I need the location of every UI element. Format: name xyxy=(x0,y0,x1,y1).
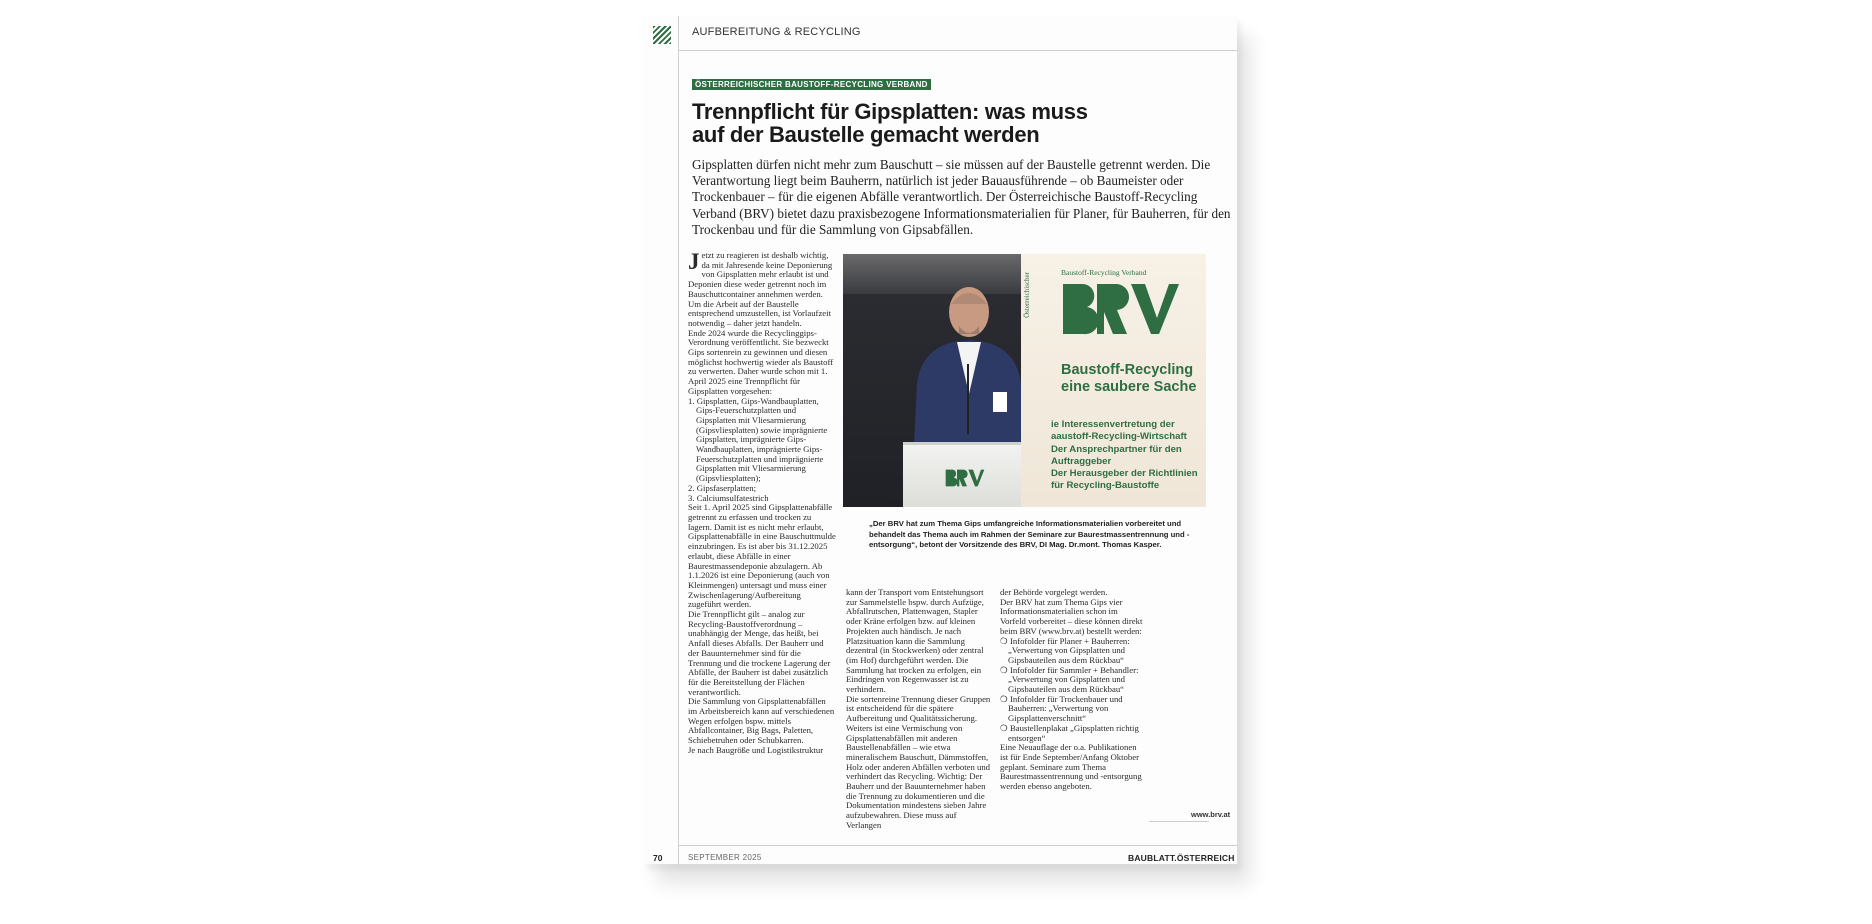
banner-vertical-text: Österreichischer xyxy=(1023,272,1031,318)
header-divider xyxy=(678,50,1237,51)
paragraph-text: etzt zu reagieren ist deshalb wichtig, da mit Jahresende keine Deponierung von Gipsplatten mehr erlaubt ist und Deponien diese weder getrennt noch im Bauschuttcontainer annehmen werden. Um die Arbeit auf der Baustelle entsprechend umzustellen, ist Vorlaufzeit notwendig – daher jetzt handeln. xyxy=(688,250,833,328)
list-item: 2. Gipsfaserplatten; xyxy=(688,482,757,493)
claim-line: für Recycling-Baustoffe xyxy=(1051,480,1160,492)
paragraph: Je nach Baugröße und Logistikstruktur xyxy=(688,744,824,755)
paragraph: Eine Neuauflage der o.a. Publikationen ist für Ende September/Anfang Oktober geplant. Seminare zum Thema Baurestmassentrennung und -entsorgung werden ebenso angeboten. xyxy=(1000,742,1142,792)
claim-line: Auftraggeber xyxy=(1051,455,1112,467)
website-link[interactable]: www.brv.at xyxy=(1191,810,1231,819)
bullet-item: ❍ Infofolder für Sammler + Behandler: „Verwertung von Gipsplatten und Gipsbauteilen aus dem Rückbau“ xyxy=(1000,664,1139,695)
paragraph: Ende 2024 wurde die Recyclinggips-Verordnung veröffentlicht. Sie bezweckt Gips sortenrein zu gewinnen und diesen möglichst hochwertig wieder als Baustoff zu verwerten. Daher wurde schon mit 1. April 2025 eine Trennpflicht für Gipsplatten vorgesehen: xyxy=(688,327,834,396)
section-hatch-icon xyxy=(653,26,671,44)
paragraph: der Behörde vorgelegt werden. xyxy=(1000,587,1108,597)
headline-line-2: auf der Baustelle gemacht werden xyxy=(692,122,1040,147)
organization-tag: ÖSTERREICHISCHER BAUSTOFF-RECYCLING VERBAND xyxy=(692,79,931,90)
paragraph: Die sortenreine Trennung dieser Gruppen ist entscheidend für die spätere Aufbereitung und Qualitätssicherung. Weiters ist eine Vermischung von Gipsplattenabfällen mit anderen Baustellenabfällen – wie etwa mineralischem Bauschutt, Dämmstoffen, Holz oder anderen Abfällen verboten und verhindert das Recycling. Wichtig: Der Bauherr und der Bauunternehmer haben die Trennung zu dokumentieren und die Dokumentation mindestens sieben Jahre aufzubewahren. Diese muss auf Verlangen xyxy=(846,693,991,830)
slogan-line-1: Baustoff-Recycling xyxy=(1061,362,1194,378)
slogan-line-2: eine saubere Sache xyxy=(1061,379,1197,395)
article-lead: Gipsplatten dürfen nicht mehr zum Bauschutt – sie müssen auf der Baustelle getrennt werden. Die Verantwortung liegt beim Bauherrn, natürlich ist jeder Bauausführende – ob Baumeister oder Trockenbauer – für die eigenen Abfälle verantwortlich. Der Österreichische Baustoff-Recycling Verband (BRV) bietet dazu praxisbezogene Informationsmaterialien für Planer, für Bauherren, für den Trockenbau und für die Sammlung von Gipsabfällen. xyxy=(692,157,1231,237)
banner-org-name: Baustoff-Recycling Verband xyxy=(1061,268,1147,277)
list-item: 1. Gipsplatten, Gips-Wandbauplatten, Gips-Feuerschutzplatten und Gipsplatten mit Vliesarmierung (Gipsvliesplatten) sowie imprägnierte Gipsplatten, imprägnierte Gips-Wandbauplatten, imprägnierte Gips-Feuerschutzplatten und imprägnierte Gipsplatten mit Vliesarmierung (Gipsvliesplatten); xyxy=(688,395,828,484)
speaker-photo xyxy=(843,254,1206,507)
paragraph: Seit 1. April 2025 sind Gipsplattenabfälle getrennt zu erfassen und trocken zu lagern. Damit ist es nicht mehr erlaubt, Gipsplattenabfälle in eine Bauschuttmulde einzubringen. Es ist aber bis 31.12.2025 erlaubt, diese Abfälle in einer Baurestmassendeponie abzulagern. Ab 1.1.2026 ist eine Deponierung (auch von Kleinmengen) untersagt und muss einer Zwischenlagerung/Aufbereitung zugeführt werden. xyxy=(688,502,836,610)
bullet-item: ❍ Infofolder für Planer + Bauherren: „Verwertung von Gipsplatten und Gipsbauteilen aus dem Rückbau“ xyxy=(1000,635,1130,665)
banner-claims xyxy=(1051,419,1201,493)
brv-banner xyxy=(1021,254,1206,507)
paragraph: Die Sammlung von Gipsplattenabfällen im Arbeitsbereich kann auf verschiedenen Wegen erfolgen bspw. mittels Abfallcontainer, Big Bags, Paletten, Schiebetruhen oder Schubkarren. xyxy=(688,696,835,746)
section-title: AUFBEREITUNG & RECYCLING xyxy=(692,26,861,38)
body-column-3 xyxy=(1000,588,1145,792)
paragraph: kann der Transport vom Entstehungsort zur Sammelstelle bspw. durch Aufzüge, Abfallrutschen, Plattenwagen, Stapler oder Kräne erfolgen bzw. auf kleinen Projekten auch händisch. Je nach Platzsituation kann die Sammlung dezentral (in Stockwerken) oder zentral (im Hof) durchgeführt werden. Die Sammlung hat trocken zu erfolgen, ein Eindringen von Regenwasser ist zu verhindern. xyxy=(846,587,984,695)
claim-line: Der Herausgeber der Richtlinien xyxy=(1051,468,1198,480)
column-end-rule xyxy=(1149,821,1209,822)
paragraph xyxy=(688,251,836,329)
margin-rule xyxy=(678,16,679,864)
bullet-item: ❍ Infofolder für Trockenbauer und Bauherren: „Verwertung von Gipsplattenverschnitt“ xyxy=(1000,693,1123,724)
claim-line: Der Ansprechpartner für den xyxy=(1051,443,1182,455)
drop-cap: J xyxy=(688,249,700,274)
lectern-logo-icon xyxy=(945,467,985,489)
body-column-2 xyxy=(846,588,992,831)
bullet-item: ❍ Baustellenplakat „Gipsplatten richtig entsorgen“ xyxy=(1000,722,1139,743)
list-item: 3. Calciumsulfatestrich xyxy=(688,492,769,503)
paragraph: Die Trennpflicht gilt – analog zur Recycling-Baustoffverordnung – unabhängig der Menge, das heißt, bei Anfall dieses Abfalls. Der Bauherr und der Bauunternehmer sind für die Trennung und die trockene Lagerung der Abfälle, der Bauherr ist dabei zusätzlich für die Bereitstellung der Flächen verantwortlich. xyxy=(688,609,831,697)
body-column-1 xyxy=(688,251,836,756)
page-number: 70 xyxy=(653,853,663,863)
photo-caption: „Der BRV hat zum Thema Gips umfangreiche Informationsmaterialien vorbereitet und behandelt das Thema auch im Rahmen der Seminare zur Baurestmassentrennung und -entsorgung“, betont der Vorsitzende des BRV, DI Mag. Dr.mont. Thomas Kasper. xyxy=(869,519,1190,549)
issue-date: SEPTEMBER 2025 xyxy=(688,853,762,862)
banner-slogan xyxy=(1061,362,1196,396)
claim-line: ie Interessenvertretung der xyxy=(1051,419,1175,430)
paragraph: Der BRV hat zum Thema Gips vier Informationsmaterialien schon im Vorfeld vorbereitet – diese können direkt beim BRV (www.brv.at) bestellt werden: xyxy=(1000,596,1143,636)
lectern xyxy=(903,442,1021,507)
headline-line-1: Trennpflicht für Gipsplatten: was muss xyxy=(692,99,1088,124)
magazine-name: BAUBLATT.ÖSTERREICH xyxy=(1128,853,1235,863)
magazine-page xyxy=(643,16,1237,864)
article-headline xyxy=(692,100,1112,146)
footer-divider xyxy=(678,845,1237,846)
claim-line: aaustoff-Recycling-Wirtschaft xyxy=(1051,431,1187,443)
brv-logo-icon xyxy=(1061,280,1181,338)
